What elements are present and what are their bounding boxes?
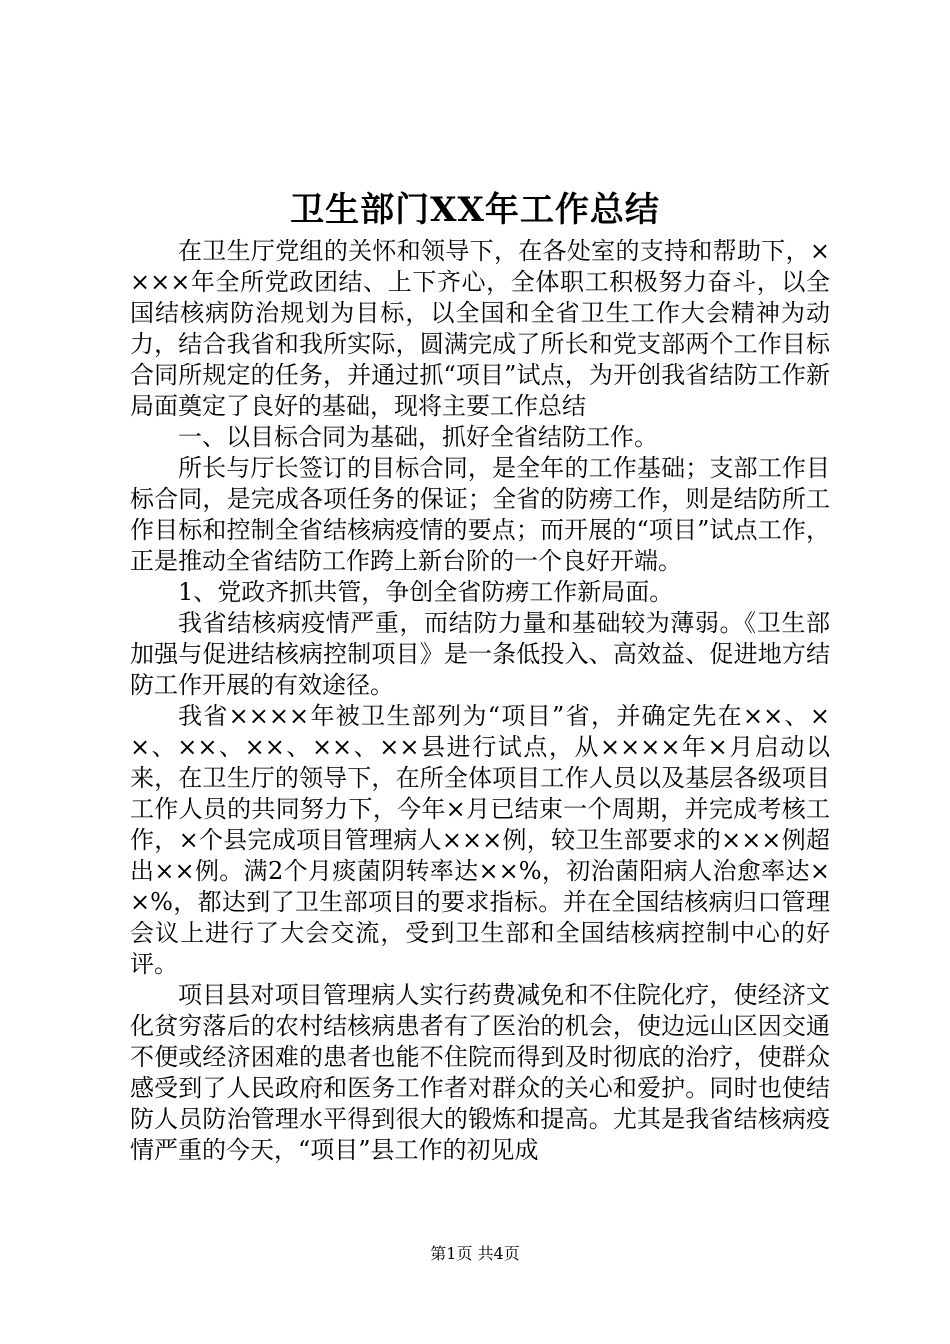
paragraph-epidemic-situation: 我省结核病疫情严重，而结防力量和基础较为薄弱。《卫生部加强与促进结核病控制项目》是一条低投入、高效益、促进地方结防工作开展的有效途径。 <box>130 609 830 699</box>
document-body <box>130 236 830 1166</box>
paragraph-intro: 在卫生厅党组的关怀和领导下，在各处室的支持和帮助下，××××年全所党政团结、上下齐心，全体职工积极努力奋斗，以全国结核病防治规划为目标，以全国和全省卫生工作大会精神为动力，结合我省和我所实际，圆满完成了所长和党支部两个工作目标合同所规定的任务，并通过抓“项目”试点，为开创我省结防工作新局面奠定了良好的基础，现将主要工作总结 <box>130 237 830 420</box>
page-number-footer: 第1页 共4页 <box>430 1244 520 1263</box>
paragraph-target-contract: 所长与厅长签订的目标合同，是全年的工作基础；支部工作目标合同，是完成各项任务的保证；全省的防痨工作，则是结防所工作目标和控制全省结核病疫情的要点；而开展的“项目”试点工作，正是推动全省结防工作跨上新台阶的一个良好开端。 <box>130 454 830 575</box>
paragraph-project-county: 项目县对项目管理病人实行药费减免和不住院化疗，使经济文化贫穷落后的农村结核病患者有了医治的机会，使边远山区因交通不便或经济困难的患者也能不住院而得到及时彻底的治疗，使群众感受到了人民政府和医务工作者对群众的关心和爱护。同时也使结防人员防治管理水平得到很大的锻炼和提高。尤其是我省结核病疫情严重的今天，“项目”县工作的初见成 <box>130 981 830 1164</box>
section-heading-1: 一、以目标合同为基础，抓好全省结防工作。 <box>178 423 658 451</box>
subsection-heading-1: 1、党政齐抓共管，争创全省防痨工作新局面。 <box>178 578 674 606</box>
paragraph-project-pilot: 我省××××年被卫生部列为“项目”省，并确定先在××、××、××、××、××、××县进行试点，从××××年×月启动以来，在卫生厅的领导下，在所全体项目工作人员以及基层各级项目工作人员的共同努力下，今年×月已结束一个周期，并完成考核工作，×个县完成项目管理病人×××例，较卫生部要求的×××例超出××例。满2个月痰菌阴转率达××%，初治菌阳病人治愈率达××%，都达到了卫生部项目的要求指标。并在全国结核病归口管理会议上进行了大会交流，受到卫生部和全国结核病控制中心的好评。 <box>130 702 830 978</box>
document-title: 卫生部门XX年工作总结 <box>290 190 660 230</box>
